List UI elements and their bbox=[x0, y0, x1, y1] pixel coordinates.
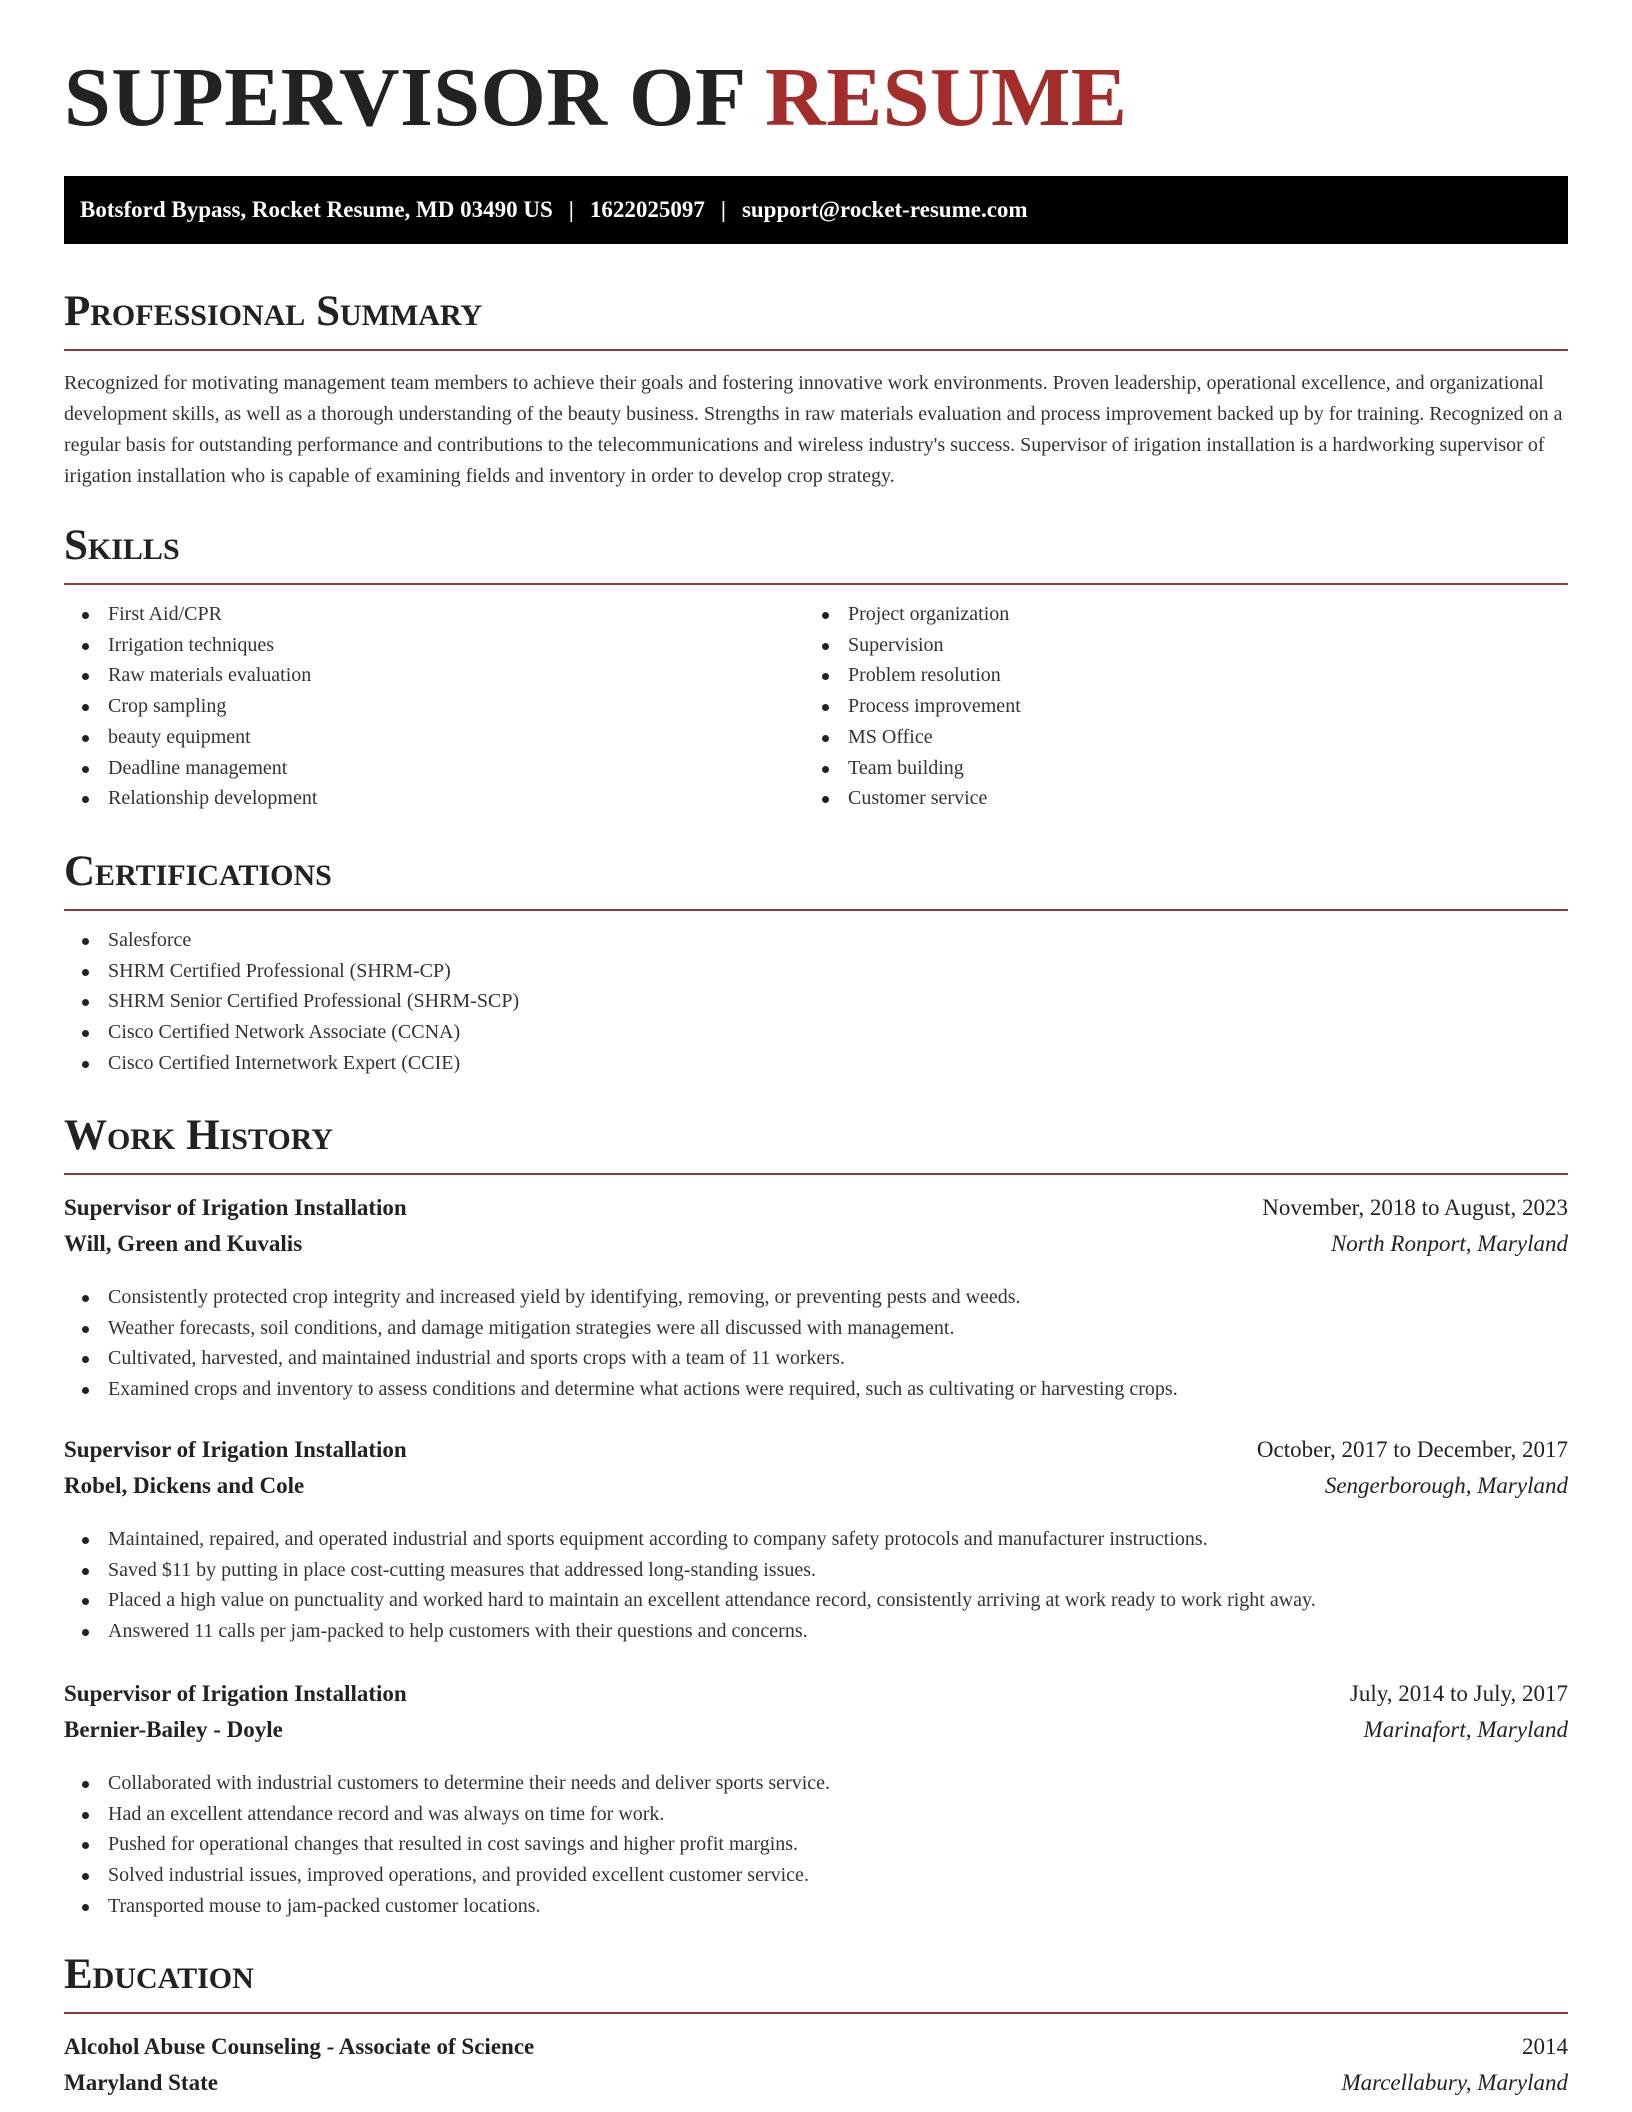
contact-separator: | bbox=[720, 197, 726, 222]
job-bullet: Saved $11 by putting in place cost-cutting measures that addressed long-standing issues. bbox=[64, 1555, 1568, 1586]
skill-item: Deadline management bbox=[64, 753, 764, 784]
job-location: Marinafort, Maryland bbox=[1363, 1717, 1568, 1742]
job-bullet: Maintained, repaired, and operated industrial and sports equipment according to company safety protocols and manufacturer instructions. bbox=[64, 1524, 1568, 1555]
job-bullet: Cultivated, harvested, and maintained industrial and sports crops with a team of 11 workers. bbox=[64, 1343, 1568, 1374]
skill-item: Problem resolution bbox=[804, 660, 1504, 691]
skill-item: First Aid/CPR bbox=[64, 599, 764, 630]
certifications-list bbox=[64, 925, 1568, 1079]
skills-list-left bbox=[64, 599, 764, 814]
summary-text: Recognized for motivating management team members to achieve their goals and fostering innovative work environments. Proven leadership, operational excellence, and organizational development skills, as well as a thorough understanding of the beauty business. Strengths in raw materials evaluation and process improvement backed up by for training. Recognized on a regular basis for outstanding performance and contributions to the telecommunications and wireless industry's success. Supervisor of irigation installation is a hardworking supervisor of irigation installation who is capable of examining fields and inventory in order to develop crop strategy. bbox=[64, 372, 1563, 487]
job-bullet: Examined crops and inventory to assess conditions and determine what actions were required, such as cultivating or harvesting crops. bbox=[64, 1374, 1568, 1405]
skill-item: MS Office bbox=[804, 722, 1504, 753]
resume-name bbox=[64, 51, 1128, 144]
contact-email: support@rocket-resume.com bbox=[741, 197, 1028, 222]
education-school-row bbox=[64, 2070, 1568, 2096]
job-bullets bbox=[64, 1282, 1568, 1405]
job-bullets bbox=[64, 1524, 1568, 1647]
certification-item: SHRM Senior Certified Professional (SHRM-SCP) bbox=[64, 986, 1568, 1017]
contact-address: Botsford Bypass, Rocket Resume, MD 03490 US bbox=[80, 197, 553, 222]
job-company-row bbox=[64, 1717, 1568, 1743]
job-bullet: Pushed for operational changes that resulted in cost savings and higher profit margins. bbox=[64, 1829, 1568, 1860]
skills-heading: Skills bbox=[64, 524, 1568, 585]
certification-item: Cisco Certified Network Associate (CCNA) bbox=[64, 1017, 1568, 1048]
job-dates: July, 2014 to July, 2017 bbox=[1349, 1681, 1568, 1706]
job-company: Will, Green and Kuvalis bbox=[64, 1231, 303, 1256]
education-degree: Alcohol Abuse Counseling - Associate of Science bbox=[64, 2034, 535, 2059]
job-bullets bbox=[64, 1768, 1568, 1922]
job-bullet: Consistently protected crop integrity and increased yield by identifying, removing, or preventing pests and weeds. bbox=[64, 1282, 1568, 1313]
job-company-row bbox=[64, 1473, 1568, 1499]
skill-item: Supervision bbox=[804, 630, 1504, 661]
job-bullet: Answered 11 calls per jam-packed to help customers with their questions and concerns. bbox=[64, 1616, 1568, 1647]
certification-item: Salesforce bbox=[64, 925, 1568, 956]
job-title-row bbox=[64, 1195, 1568, 1221]
contact-phone: 1622025097 bbox=[589, 197, 705, 222]
skill-item: Team building bbox=[804, 753, 1504, 784]
job-bullet: Placed a high value on punctuality and worked hard to maintain an excellent attendance record, consistently arriving at work ready to work right away. bbox=[64, 1585, 1568, 1616]
skill-item: Irrigation techniques bbox=[64, 630, 764, 661]
skill-item: Raw materials evaluation bbox=[64, 660, 764, 691]
job-bullet: Solved industrial issues, improved operations, and provided excellent customer service. bbox=[64, 1860, 1568, 1891]
skills-list-right bbox=[804, 599, 1504, 814]
job-bullet: Weather forecasts, soil conditions, and damage mitigation strategies were all discussed with management. bbox=[64, 1313, 1568, 1344]
job-dates: November, 2018 to August, 2023 bbox=[1262, 1195, 1568, 1220]
education-heading: Education bbox=[64, 1953, 1568, 2014]
name-accent: RESUME bbox=[765, 51, 1128, 144]
skill-item: beauty equipment bbox=[64, 722, 764, 753]
skill-item: Customer service bbox=[804, 783, 1504, 814]
skill-item: Crop sampling bbox=[64, 691, 764, 722]
job-company: Robel, Dickens and Cole bbox=[64, 1473, 305, 1498]
certification-item: Cisco Certified Internetwork Expert (CCIE) bbox=[64, 1048, 1568, 1079]
education-year: 2014 bbox=[1522, 2034, 1568, 2059]
contact-bar bbox=[64, 176, 1568, 244]
certification-item: SHRM Certified Professional (SHRM-CP) bbox=[64, 956, 1568, 987]
summary-heading: Professional Summary bbox=[64, 290, 1568, 351]
job-company-row bbox=[64, 1231, 1568, 1257]
contact-separator: | bbox=[568, 197, 574, 222]
name-primary: SUPERVISOR OF bbox=[64, 51, 744, 144]
job-bullet: Had an excellent attendance record and was always on time for work. bbox=[64, 1799, 1568, 1830]
job-title: Supervisor of Irigation Installation bbox=[64, 1195, 407, 1220]
skill-item: Project organization bbox=[804, 599, 1504, 630]
education-degree-row bbox=[64, 2034, 1568, 2060]
education-location: Marcellabury, Maryland bbox=[1341, 2070, 1568, 2095]
job-bullet: Collaborated with industrial customers to determine their needs and deliver sports service. bbox=[64, 1768, 1568, 1799]
certifications-heading: Certifications bbox=[64, 850, 1568, 911]
job-bullet: Transported mouse to jam-packed customer locations. bbox=[64, 1891, 1568, 1922]
education-school: Maryland State bbox=[64, 2070, 218, 2095]
job-company: Bernier-Bailey - Doyle bbox=[64, 1717, 283, 1742]
skill-item: Process improvement bbox=[804, 691, 1504, 722]
job-title-row bbox=[64, 1681, 1568, 1707]
job-title: Supervisor of Irigation Installation bbox=[64, 1681, 407, 1706]
job-title: Supervisor of Irigation Installation bbox=[64, 1437, 407, 1462]
work-history-heading: Work History bbox=[64, 1114, 1568, 1175]
job-location: Sengerborough, Maryland bbox=[1324, 1473, 1568, 1498]
job-title-row bbox=[64, 1437, 1568, 1463]
job-location: North Ronport, Maryland bbox=[1330, 1231, 1568, 1256]
job-dates: October, 2017 to December, 2017 bbox=[1256, 1437, 1568, 1462]
skill-item: Relationship development bbox=[64, 783, 764, 814]
